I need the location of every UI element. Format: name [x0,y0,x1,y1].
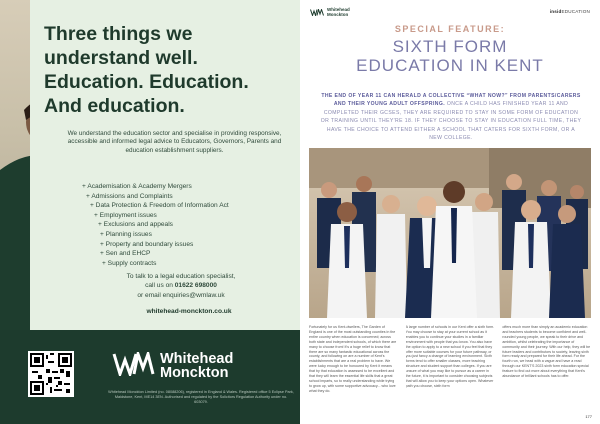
standfirst-lead: THE END OF YEAR 11 CAN HERALD A COLLECTIVE “WHAT NOW?” FROM PARENTS/CARERS AND THEIR YOUNG ADULT OFFSPRING. [321,93,581,108]
service-item: + Data Protection & Freedom of Information Act [90,202,229,210]
article-column: offers much more than simply an academic education and teachers students to become confident and well-rounded young people, we speak to their drive and ambition, whilst celebrating the importance of community and their journey. With our help, they will be future leaders and contributors to society, leaving sixth form ready and prepared for their life ahead. For the fourth run, we head with a vague and have a read through our KENT'S 2023 sixth form education special feature to find out more about everything that Kent's abundance of brilliant schools has to offer. [502,325,591,379]
title-line: SIXTH FORM [392,37,508,56]
contact-prefix: call us on [145,282,173,290]
students-group-photo [309,148,591,318]
editorial-page [300,0,600,424]
service-item: + Employment issues [94,211,157,219]
headline-line: And education. [44,95,185,117]
section-tag [550,9,590,14]
brand-line: Monckton [160,365,229,381]
section-tag-bold: insid [549,9,562,14]
article-column: Fortunately for us Kent-dwellers, The Garden of England is one of the most outstanding counties in the entire country when education is concerned; across both state and independent schools, of which there are many to choose from! It's a huge relief to know that there are so many fantastic educational across the county, and following on are a number of Kent's establishments that are a real problem to have. We were lucky enough to be honoured by Kent it means that by that education is assessed to be excellent and that they will learn the essential life skills that a great school imparts, so to really understanding while trying to grow up, with some supportive advocacy... who love what they do. [309,325,397,393]
standfirst-rest: ONCE A CHILD HAS FINISHED YEAR 11 AND COMPLETED THEIR GCSES, THEY ARE REQUIRED TO STAY IN SOME FORM OF EDUCATION OR TRAINING UNTIL THEY'RE 18. IF THEY CHOOSE TO STAY IN EDUCATION FULL TIME, THEY HAVE THE CHOICE TO ATTEND EITHER A SCHOOL THAT CATERS FOR SIXTH FORM, OR A NEW COLLEGE. [320,101,582,142]
headline-line: Education. Education. [44,71,249,93]
advert-headline [44,22,294,118]
page-number: 177 [585,414,592,419]
service-item: + Property and boundary issues [100,240,194,248]
brand-line: Whitehead [160,351,234,367]
advert-contact [96,272,266,300]
contact-line: To talk to a legal education specialist, [126,273,236,280]
service-item: + Academisation & Academy Mergers [82,183,192,190]
title-line: EDUCATION IN KENT [356,56,544,75]
page-logo-text [327,8,350,17]
section-tag-rest: EDUCATION [561,9,590,14]
article-body [309,325,591,411]
whitehead-monckton-logo-icon [310,9,324,16]
contact-email-line[interactable]: or email enquiries@wmlaw.uk [137,291,225,299]
students-illustration [309,148,591,318]
advert-intro: We understand the education sector and specialise in providing responsive, accessible and informed legal advice to Educators, Governors, Parents and education establishment suppliers. [67,130,282,154]
logo-line: Whitehead [327,7,350,12]
contact-phone-line [96,281,266,290]
feature-kicker: SPECIAL FEATURE: [394,24,506,34]
legal-notice: Whitehead Monckton Limited (no. 08088206), registered in England & Wales. Registered office 5 Eclipse Park, Maidstone, Kent, ME14 3EN. Authorised and regulated by the Solicitors Regulation Authority under no. 603079. [108,390,294,404]
service-item: + Admissions and Complaints [86,192,173,200]
standfirst [320,92,582,142]
phone-number[interactable]: 01622 698000 [174,282,217,290]
service-item: + Planning issues [100,230,152,238]
headline-line: Three things we [44,23,193,45]
qr-code-icon [30,353,72,395]
service-item: + Supply contracts [102,259,157,267]
brand-name [160,352,233,380]
page-logo [310,8,350,17]
logo-line: Monckton [327,11,349,17]
services-list [82,182,282,268]
qr-code[interactable] [28,351,74,397]
feature-title [300,37,600,75]
service-item: + Sen and EHCP [100,250,151,258]
website-link[interactable]: whitehead-monckton.co.uk [146,308,232,315]
whitehead-monckton-logo-icon [112,352,156,376]
service-item: + Exclusions and appeals [98,221,173,229]
article-column: A large number of schools in our Kent offer a sixth form. You may choose to stay at your current school as it enables you to continue your studies in a familiar environment with people that you know. You also have the option to apply to a new school if you feel that they offer more suitable courses for your future pathway, or you just fancy a change of learning environment. Sixth forms tend to offer smaller classes, more teaching structure and student support than colleges. If you are unsure of what you may like to pursue as a career in the future, it is important to consider choosing subjects that will allow you to keep your options open. Whatever path you choose, sixth form [405,325,495,388]
headline-line: understand well. [44,47,198,69]
